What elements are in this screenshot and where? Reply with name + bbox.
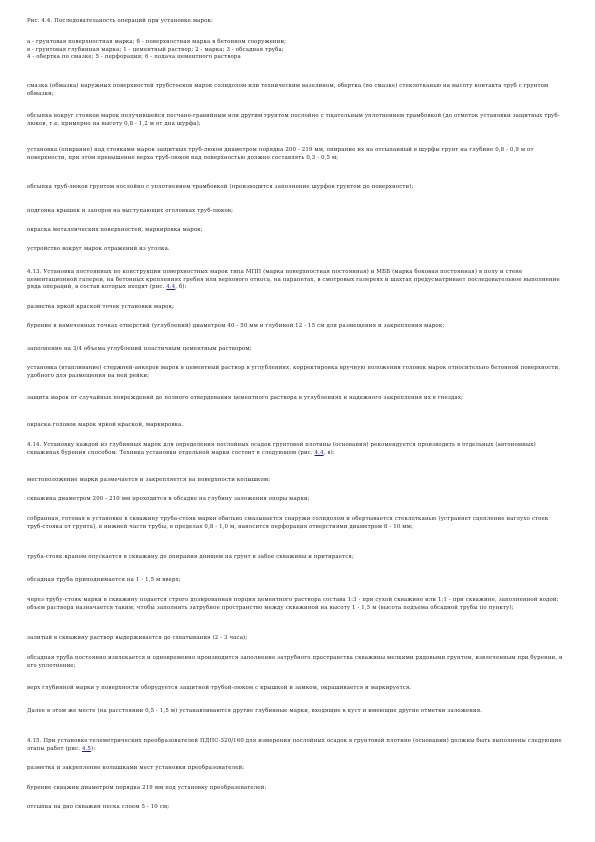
text-run: в - грунтовая глубинная марка; 1 - цементный раствор; 2 - марка; 3 - обсадная труба;	[27, 46, 284, 53]
paragraph-p1	[27, 83, 565, 98]
paragraph-p4	[27, 184, 565, 192]
paragraph-p7	[27, 246, 565, 254]
paragraph-p27	[27, 765, 565, 773]
text-run: обсыпка труб-люков грунтом послойно с уплотнением трамбовкой (производится заполнение шурфов грунтом до поверхности);	[27, 184, 414, 190]
paragraph-p26	[27, 738, 565, 753]
text-run: окраска головок марок яркой краской, маркировка.	[27, 422, 184, 428]
figure-reference-link[interactable]: 4.5	[81, 745, 91, 752]
text-run: , б):	[175, 284, 187, 291]
text-run: бурение скважин диаметром порядка 219 мм под установку преобразователей;	[27, 785, 267, 791]
paragraph-p29	[27, 804, 565, 812]
text-run: труба-стояк краном опускается в скважину до опирания днищем на грунт в забое скважины и притирается;	[27, 554, 354, 560]
paragraph-p23	[27, 655, 565, 670]
paragraph-p25	[27, 708, 565, 716]
paragraph-p10	[27, 323, 565, 331]
paragraph-p19	[27, 554, 565, 562]
text-run: защита марок от случайных повреждений до полного отвердевания цементного раствора в углублениях и надежного закрепления их в гнездах;	[27, 395, 463, 401]
text-run: 4.13. Установка постоянных по конструкции поверхностных марок типа МПП (марка поверхностная постоянная) и МББ (марка боковая постоянная) в полу и стене цементационной галереи, на бетонных креплениях гребня или верхового откоса, на парапетах, в смотровых галереях и шахтах предусматривает последовательное выполнение ряда операций, в состав которых входят (рис.	[27, 269, 560, 291]
text-run: подгонка крышек и запоров на выступающих оголовках труб-люков;	[27, 208, 234, 214]
text-run: установка (опирание) над стояками марок защитных труб-люков диаметром порядка 200 - 219 мм, опирание их на отсыпанный в шурфы грунт на глубине 0,8 - 0,9 м от поверхности, при этом превышение верха труб-люков над поверхностью должно составлять 0,3 - 0,5 м;	[27, 147, 534, 161]
paragraph-p8	[27, 269, 565, 292]
text-run: 4.14. Установку каждой из глубинных марок для определения послойных осадок грунтовой плотины (основания) рекомендуется производить в отдельных (автономных) скважинах бурения способом. Техника установки отдельной марки состоит в следующем (рис.	[27, 442, 536, 456]
text-run: отсыпка на дно скважин песка слоем 5 - 10 см;	[27, 804, 170, 810]
text-run: разметка яркой краской точек установки марок;	[27, 304, 175, 310]
text-run: Рис. 4.4. Последовательность операций при установке марок:	[27, 18, 214, 24]
figure-reference-link[interactable]: 4.4	[314, 449, 324, 456]
text-run: 4 - обертка по смазке; 5 - перфорация; 6 - подача цементного раствора	[27, 54, 241, 61]
text-run: собранная, готовая к установке в скважину труба-стояк марки обильно смазывается снаружи солидолом и обертывается стеклотканью (устраняет сцепление наглухо стоек труб-стояка от грунта), в нижней части трубы, в пределах 0,8 - 1,0 м, наносится перфорация отверстиями диаметром 8 - 10 мм;	[27, 516, 549, 530]
text-run: скважина диаметром 200 - 210 мм проходится в обсадке на глубину заложения опоры марки;	[27, 496, 310, 502]
text-run: обсадная труба приподнимается на 1 - 1,5 м вверх;	[27, 577, 181, 583]
paragraph-p13	[27, 395, 565, 403]
paragraph-p16	[27, 477, 565, 485]
paragraph-p6	[27, 227, 565, 235]
text-run: верх глубинной марки у поверхности оборудуется защитной трубой-люком с крышкой и замком, окрашивается и маркируется.	[27, 685, 412, 691]
text-run: смазка (обмазка) наружных поверхностей трубстоеков марок солидолом или техническим вазелином, обертка (по смазке) стеклотканью на высоту контакта труб с грунтом обмазки;	[27, 83, 549, 97]
paragraph-p3	[27, 147, 565, 162]
text-run: ):	[91, 745, 96, 752]
figure-reference-link[interactable]: 4.4	[166, 284, 176, 291]
text-run: обсыпка вокруг стояков марок получившейся песчано-гравийным или другим грунтом послойно с тщательным уплотнением трамбовкой (до отметок установки защитных труб-люков, т.е. примерно на высоту 0,8 - 1,2 м от дна шурфа);	[27, 113, 560, 127]
paragraph-p28	[27, 785, 565, 793]
paragraph-p17	[27, 496, 565, 504]
paragraph-p21	[27, 597, 565, 612]
paragraph-p18	[27, 516, 565, 531]
paragraph-p2	[27, 113, 565, 128]
text-run: обсадная труба постоянно извлекается и одновременно производится заполнение затрубного пространства скважины мелкими рядовыми грунтом, извлеченным при бурении, и его уплотнение;	[27, 655, 563, 669]
paragraph-p22	[27, 635, 565, 643]
paragraph-p24	[27, 685, 565, 693]
text-run: устройство вокруг марок отражений из уголка.	[27, 246, 170, 252]
text-run: местоположение марки размечается и закрепляется на поверхности колышком;	[27, 477, 271, 483]
paragraph-p20	[27, 577, 565, 585]
text-run: через трубу-стояк марки в скважину подается строго дозированная порция цементного раствора состава 1:3 - при сухой скважине или 1:1 - при скважине, заполненной водой; объем раствора назначается таким, чтобы заполнить затрубное пространство между скважиной на высоту 1 - 1,5 м (высота подъема обсадной трубы по пункту);	[27, 597, 559, 611]
paragraph-fig-caption	[27, 18, 565, 26]
paragraph-p5	[27, 208, 565, 216]
paragraph-fig-legend	[27, 39, 565, 62]
text-run: разметка и закрепление колышками мест установки преобразователей;	[27, 765, 245, 771]
text-run: заполнение на 3/4 объема углублений пластичным цементным раствором;	[27, 346, 252, 352]
text-run: 4.15. При установке телеметрических преобразователей ПДПС-320/160 для измерения послойных осадок в грунтовой плотине (основании) должны быть выполнены следующие этапы работ (рис.	[27, 738, 562, 752]
text-run: , в):	[323, 449, 335, 456]
paragraph-p9	[27, 304, 565, 312]
text-run: залитый в скважину раствор выдерживается до схватывания (2 - 3 часа);	[27, 635, 248, 641]
text-run: окраска металлических поверхностей, маркировка марок;	[27, 227, 203, 233]
paragraph-p12	[27, 365, 565, 380]
text-run: установка (втапливание) стержней-анкеров марок в цементный раствор в углублениях, корректировка вручную положения головок марок относительно бетонной поверхности, удобного для размещения на ней рейки;	[27, 365, 561, 379]
paragraph-p14	[27, 422, 565, 430]
text-run: а - грунтовая поверхностная марка; б - поверхностная марка в бетонном сооружении;	[27, 39, 287, 45]
text-run: бурение в намеченных точках отверстий (углублений) диаметром 40 - 50 мм и глубиной 12 - 15 см для размещения и закрепления марок;	[27, 323, 445, 329]
paragraph-p11	[27, 346, 565, 354]
text-run: Далее в этом же месте (на расстоянии 0,5 - 1,5 м) устанавливаются другие глубинные марки, входящие в куст и имеющие другие отметки заложения.	[27, 708, 483, 714]
paragraph-p15	[27, 442, 565, 457]
